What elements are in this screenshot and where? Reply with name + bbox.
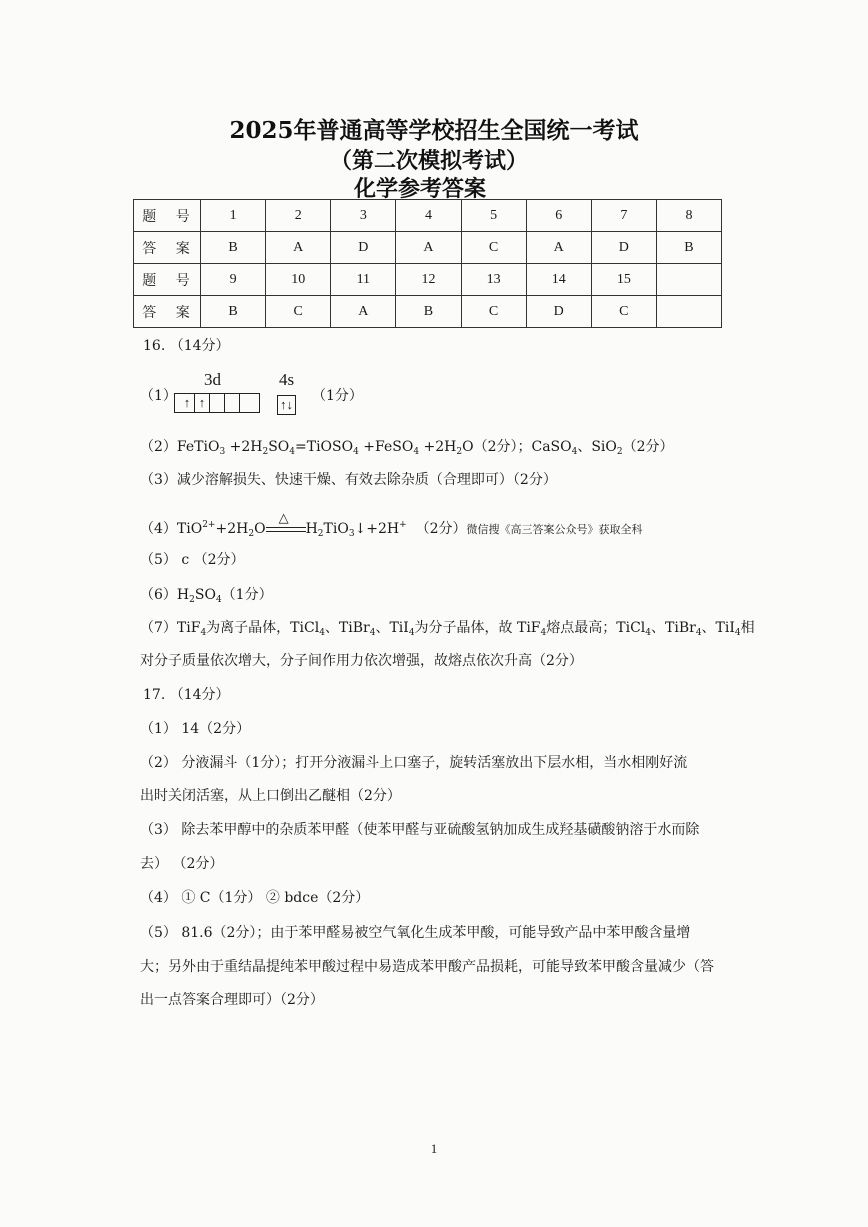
- page-number: 1: [430, 1141, 438, 1156]
- row-label: 答 案: [134, 232, 201, 264]
- orbital-cell: [225, 394, 240, 412]
- answer-cell: B: [201, 296, 266, 328]
- question-number-cell: 2: [266, 200, 331, 232]
- answer-cell: A: [331, 296, 396, 328]
- answer-row: [134, 296, 722, 328]
- row-label: 答 案: [134, 296, 201, 328]
- question-number-row: [134, 264, 722, 296]
- q16-part4: $(4)TiO^{2+}+2H_2O$ △ $H_2TiO_3↓+2H^+$ （2分）微信搜《高三答案公众号》获取全科: [140, 511, 643, 539]
- question-number-cell: 9: [201, 264, 266, 296]
- q17-part5-line1: （5） 81.6（2分）；由于苯甲醛易被空气氧化生成苯甲酸，可能导致产品中苯甲酸含量增: [140, 925, 691, 941]
- answer-cell: [656, 296, 721, 328]
- question-number-cell: 6: [526, 200, 591, 232]
- answer-cell: B: [201, 232, 266, 264]
- question-number-cell: 10: [266, 264, 331, 296]
- q17-part5-line2: 大；另外由于重结晶提纯苯甲酸过程中易造成苯甲酸产品损耗，可能导致苯甲酸含量减少（答: [140, 959, 714, 975]
- q16-part6: $(6)H_2SO_4(1$分）: [140, 587, 273, 605]
- delta-symbol: △: [278, 511, 289, 526]
- answer-cell: C: [461, 232, 526, 264]
- q17-part2-line2: 出时关闭活塞，从上口倒出乙醚相（2分）: [140, 788, 401, 804]
- q16-part1-label: （1）: [140, 388, 177, 404]
- q16-part7-line1: （7）TiF$_4$为离子晶体，TiCl$_4$、TiBr$_4$、TiI$_4$为分子晶体，故 TiF$_4$熔点最高；TiCl$_4$、TiBr$_4$、TiI$_4$相: [140, 620, 755, 638]
- q17-part4: （4） ① C（1分） ② bdce（2分）: [140, 890, 370, 906]
- orbital-cell: [240, 394, 254, 412]
- question-number-cell: 12: [396, 264, 461, 296]
- question-number-cell: 8: [656, 200, 721, 232]
- question-number-cell: 11: [331, 264, 396, 296]
- q17-part5-line3: 出一点答案合理即可）（2分）: [140, 992, 324, 1008]
- q17-part1: （1） 14（2分）: [140, 721, 251, 737]
- orbital-4s-label: 4s: [279, 370, 295, 389]
- question-number-cell: 3: [331, 200, 396, 232]
- question-number-cell: [656, 264, 721, 296]
- q17-part2-line1: （2） 分液漏斗（1分）；打开分液漏斗上口塞子，旋转活塞放出下层水相，当水相刚好流: [140, 755, 688, 771]
- q17-header: 17. （14分）: [143, 687, 230, 703]
- q16-part2: （2）FeTiO$_3$ $+2H_2SO_4=TiOSO_4$ +FeSO$_4$ $+2H_2O(2$分）；CaSO$_4$、SiO$_2$（2分）: [140, 439, 674, 457]
- orbital-cell: [210, 394, 225, 412]
- answer-cell: D: [331, 232, 396, 264]
- question-number-cell: 13: [461, 264, 526, 296]
- answer-cell: A: [266, 232, 331, 264]
- orbital-cell: ↑: [195, 394, 210, 412]
- q17-part3-line1: （3） 除去苯甲醇中的杂质苯甲醛（使苯甲醛与亚硫酸氢钠加成生成羟基磺酸钠溶于水而除: [140, 822, 700, 838]
- answer-cell: B: [656, 232, 721, 264]
- question-number-cell: 4: [396, 200, 461, 232]
- watermark-note: 微信搜《高三答案公众号》获取全科: [466, 523, 643, 536]
- q16-part1-score: （1分）: [312, 388, 363, 404]
- orbital-3d-boxes: [174, 393, 260, 413]
- heating-equals-sign: [266, 511, 306, 536]
- answer-cell: C: [591, 296, 656, 328]
- row-label: 题 号: [134, 264, 201, 296]
- answer-cell: D: [591, 232, 656, 264]
- orbital-3d-label: 3d: [204, 370, 221, 389]
- answer-key-heading: 化学参考答案: [353, 176, 486, 202]
- q16-part3: （3）减少溶解损失、快速干燥、有效去除杂质（合理即可）（2分）: [140, 472, 557, 488]
- row-label: 题 号: [134, 200, 201, 232]
- q17-part3-line2: 去） （2分）: [140, 856, 224, 872]
- answer-row: [134, 232, 722, 264]
- q16-header: 16. （14分）: [143, 338, 230, 354]
- question-number-cell: 15: [591, 264, 656, 296]
- orbital-cell: ↑: [180, 394, 195, 412]
- exam-subtitle: （第二次模拟考试）: [329, 148, 528, 174]
- question-number-cell: 7: [591, 200, 656, 232]
- question-number-cell: 14: [526, 264, 591, 296]
- answer-cell: A: [396, 232, 461, 264]
- question-number-row: [134, 200, 722, 232]
- question-number-cell: 1: [201, 200, 266, 232]
- q16-part5: （5） c （2分）: [140, 552, 245, 568]
- q16-part7-line2: 对分子质量依次增大，分子间作用力依次增强，故熔点依次升高（2分）: [140, 653, 583, 669]
- exam-title: 2025年普通高等学校招生全国统一考试: [229, 117, 639, 144]
- multiple-choice-answer-table: [133, 199, 722, 328]
- answer-cell: D: [526, 296, 591, 328]
- answer-cell: A: [526, 232, 591, 264]
- orbital-4s-box: ↑↓: [277, 395, 296, 415]
- answer-cell: C: [461, 296, 526, 328]
- answer-cell: C: [266, 296, 331, 328]
- question-number-cell: 5: [461, 200, 526, 232]
- answer-cell: B: [396, 296, 461, 328]
